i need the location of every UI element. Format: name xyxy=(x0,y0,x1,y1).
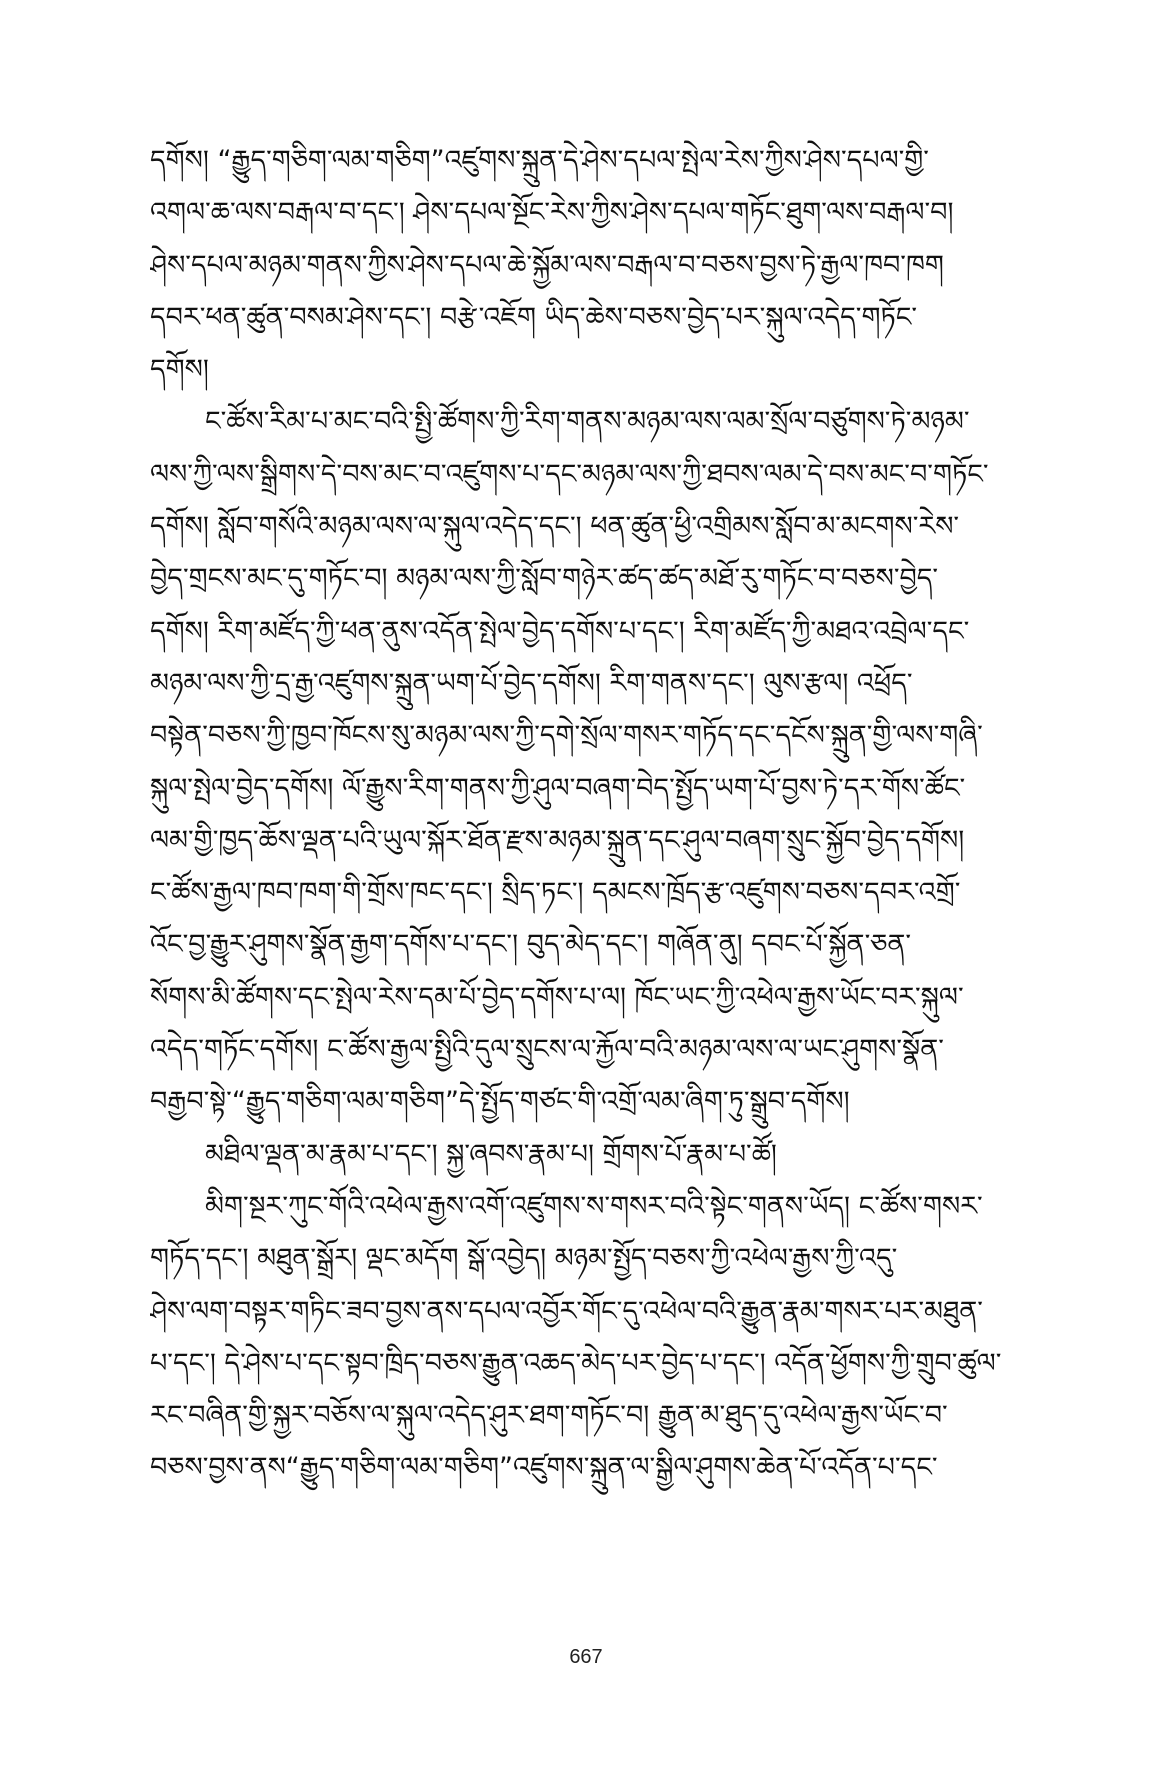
text-line: བྱེད་གྲངས་མང་དུ་གཏོང་བ། མཉམ་ལས་ཀྱི་སློབ་གཉེར་ཚད་ཚད་མཐོ་རུ་གཏོང་བ་བཅས་བྱེད་ xyxy=(150,563,939,595)
text-line: གཏོད་དང་། མཐུན་སྒྲོར། ལྡང་མདོག སྒོ་འབྱེད། མཉམ་སྤྱོད་བཅས་ཀྱི་འཕེལ་རྒྱས་ཀྱི་འདུ་ xyxy=(150,1243,898,1275)
text-line: ཤེས་དཔལ་མཉམ་གནས་ཀྱིས་ཤེས་དཔལ་ཆེ་སྐྱོམ་ལས་བརྒལ་བ་བཅས་བྱས་ཏེ་རྒྱལ་ཁབ་ཁག xyxy=(150,249,944,281)
text-line: བཅས་བྱས་ནས“རྒྱུད་གཅིག་ལམ་གཅིག”འཛུགས་སྐྲུན་ལ་སྒྱིལ་ཤུགས་ཆེན་པོ་འདོན་པ་དང་ xyxy=(150,1452,938,1484)
text-line: དགོས། རིག་མཛོད་ཀྱི་ཕན་ནུས་འདོན་སྤེལ་བྱེད་དགོས་པ་དང་། རིག་མཛོད་ཀྱི་མཐའ་འབྲེལ་དང་ xyxy=(150,615,970,647)
text-line: དགོས། “རྒྱུད་གཅིག་ལམ་གཅིག”འཛུགས་སྐྲུན་དེ་ཤེས་དཔལ་སྤེལ་རེས་ཀྱིས་ཤེས་དཔལ་གྱི་ xyxy=(150,145,929,176)
text-line: བརྒྱབ་སྟེ་“རྒྱུད་གཅིག་ལམ་གཅིག”དེ་སྤྱོད་གཙང་གི་འགྲོ་ལམ་ཞིག་ཏུ་སྒྲུབ་དགོས། xyxy=(150,1086,850,1118)
text-line: འདེད་གཏོང་དགོས། ང་ཚོས་རྒྱལ་སྤྱིའི་དུལ་སྲུངས་ལ་རྐྱོལ་བའི་མཉམ་ལས་ལ་ཡང་ཤུགས་སྣོན་ xyxy=(150,1034,944,1066)
text-line: ལས་ཀྱི་ལས་སྒྲིགས་དེ་བས་མང་བ་འཛུགས་པ་དང་མཉམ་ལས་ཀྱི་ཐབས་ལམ་དེ་བས་མང་བ་གཏོང་ xyxy=(150,458,989,490)
text-line: རང་བཞིན་གྱི་སྐྱར་བཅོས་ལ་སྐུལ་འདེད་ཤུར་ཐག་གཏོང་བ། རྒྱུན་མ་ཐུད་དུ་འཕེལ་རྒྱས་ཡོང་བ་ xyxy=(150,1400,948,1432)
page-number: 667 xyxy=(569,1646,603,1668)
text-line: ཤེས་ལག་བསྟར་གཏིང་ཟབ་བྱས་ནས་དཔལ་འབྱོར་གོང་དུ་འཕེལ་བའི་རྒྱུན་རྣམ་གསར་པར་མཐུན་ xyxy=(150,1295,983,1327)
text-line: པ་དང་། དེ་ཤེས་པ་དང་སྟབ་ཁྲིད་བཅས་རྒྱུན་འཆད་མེད་པར་བྱེད་པ་དང་། འདོན་ཕྱོགས་ཀྱི་གྲུབ་ཚུལ་ xyxy=(150,1347,1002,1379)
text-line: འགལ་ཆ་ལས་བརྒལ་བ་དང་། ཤེས་དཔལ་སྔོང་རེས་ཀྱིས་ཤེས་དཔལ་གཏོང་ཐུག་ལས་བརྒལ་བ། xyxy=(150,197,954,229)
text-line: འོང་བྱ་རྒྱུར་ཤུགས་སྣོན་རྒྱག་དགོས་པ་དང་། བུད་མེད་དང་། གཞོན་ནུ། དབང་པོ་སྐྱོན་ཅན་ xyxy=(150,929,912,961)
text-line: སོགས་མི་ཚོགས་དང་སྤེལ་རེས་དམ་པོ་བྱེད་དགོས་པ་ལ། ཁོང་ཡང་ཀྱི་འཕེལ་རྒྱས་ཡོང་བར་སྐུལ་ xyxy=(150,981,964,1013)
text-line: དབར་ཕན་ཚུན་བསམ་ཤེས་དང་། བརྩེ་འཇོག ཡིད་ཆེས་བཅས་བྱེད་པར་སྐུལ་འདེད་གཏོང་ xyxy=(150,301,918,333)
text-line: སྐུལ་སྤེལ་བྱེད་དགོས། ལོ་རྒྱུས་རིག་གནས་ཀྱི་ཤུལ་བཞག་བེད་སྤྱོད་ཡག་པོ་བྱས་ཏེ་དར་གོས་ཚོང་ xyxy=(150,772,966,804)
text-line: ལམ་གྱི་ཁྱད་ཆོས་ལྡན་པའི་ཡུལ་སྐོར་ཐོན་རྫས་མཉམ་སྐྲུན་དང་ཤུལ་བཞག་སྲུང་སྐྱོབ་བྱེད་དགོས། xyxy=(150,824,965,856)
text-line: དགོས། xyxy=(150,354,209,386)
text-line: ང་ཚོས་རྒྱལ་ཁབ་ཁག་གི་གྲོས་ཁང་དང་། སྲིད་ཏང་། དམངས་ཁྲོད་རྩ་འཛུགས་བཅས་དབར་འགྲོ་ xyxy=(150,877,961,909)
body-text xyxy=(150,135,1030,1495)
text-line: དགོས། སློབ་གསོའི་མཉམ་ལས་ལ་སྐུལ་འདེད་དང་། ཕན་ཚུན་ཕྱི་འགྲིམས་སློབ་མ་མངགས་རེས་ xyxy=(150,511,960,543)
text-line: ང་ཚོས་རིམ་པ་མང་བའི་སྤྱི་ཚོགས་ཀྱི་རིག་གནས་མཉམ་ལས་ལམ་སྲོལ་བཙུགས་ཏེ་མཉམ་ xyxy=(205,406,970,438)
text-line: མིག་སྔར་ཀུང་གོའི་འཕེལ་རྒྱས་འགོ་འཛུགས་ས་གསར་བའི་སྟེང་གནས་ཡོད། ང་ཚོས་གསར་ xyxy=(205,1190,983,1222)
text-line: མཉམ་ལས་ཀྱི་དྲ་རྒྱ་འཛུགས་སྐྲུན་ཡག་པོ་བྱེད་དགོས། རིག་གནས་དང་། ལུས་རྩལ། འཕྲོད་ xyxy=(150,667,913,699)
text-line: མཐིལ་ལྡན་མ་རྣམ་པ་དང་། སྐྱ་ཞབས་རྣམ་པ། གྲོགས་པོ་རྣམ་པ་ཚོ། xyxy=(205,1138,777,1170)
text-line: བསྟེན་བཅས་ཀྱི་ཁྱབ་ཁོངས་སུ་མཉམ་ལས་ཀྱི་དགེ་སྲོལ་གསར་གཏོད་དང་དངོས་སྐྲུན་གྱི་ལས་གཞི་ xyxy=(150,720,983,752)
